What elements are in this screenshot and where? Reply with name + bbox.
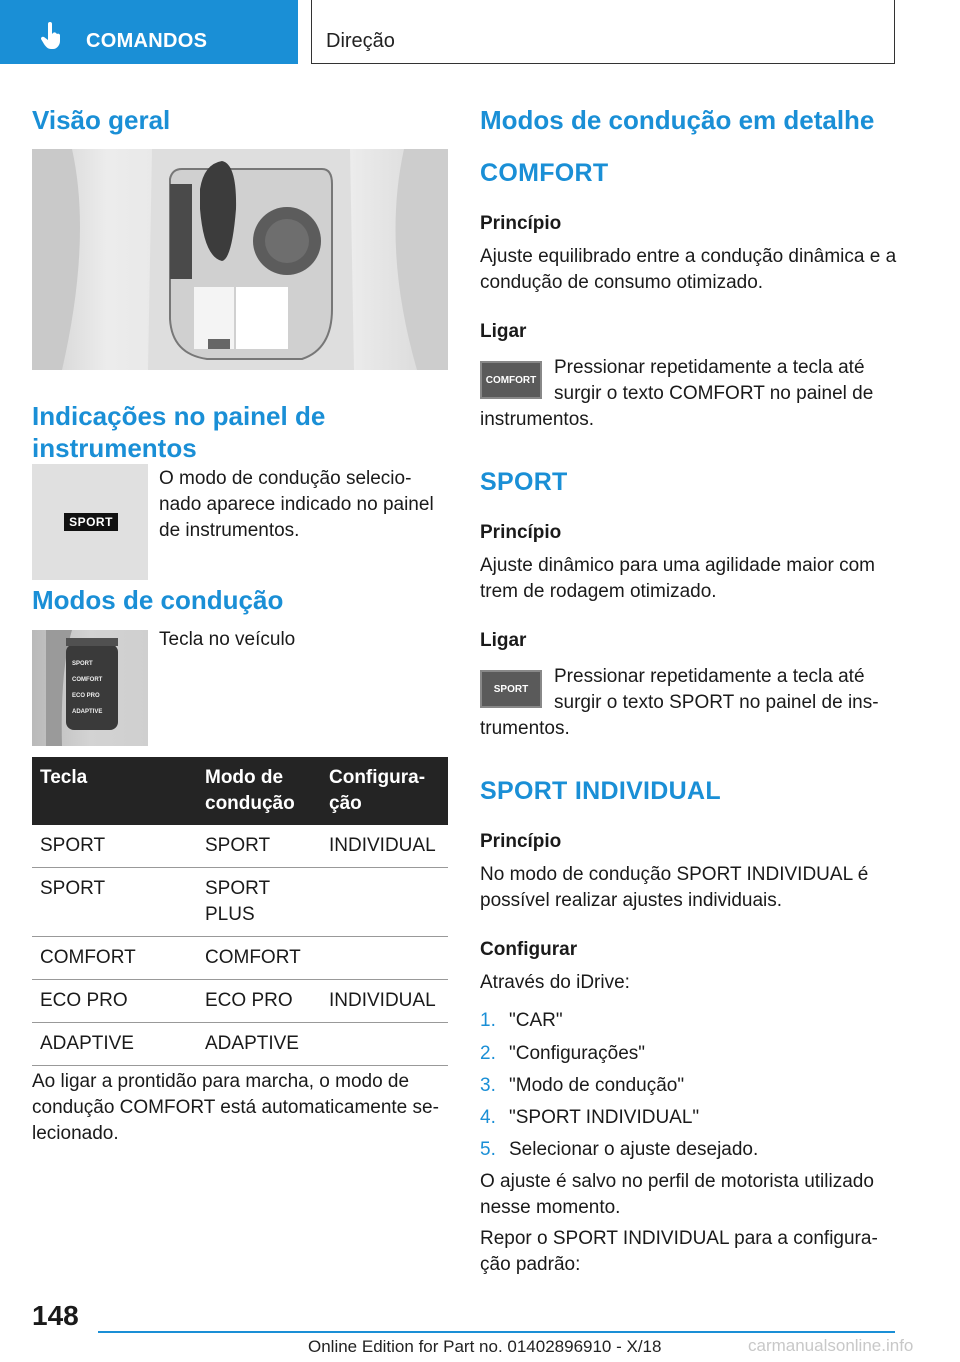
sport-individual-principle-line: possível realizar ajustes individuais.: [480, 890, 783, 911]
chapter-header: [311, 0, 895, 64]
comfort-principle-label: Princípio: [480, 213, 562, 234]
comfort-switch-label: Ligar: [480, 321, 527, 342]
comfort-switch-line: surgir o texto COMFORT no painel de: [554, 383, 874, 404]
sport-principle-line: trem de rodagem otimizado.: [480, 581, 717, 602]
overview-title: Visão geral: [32, 105, 171, 135]
hand-pointer-icon: [40, 22, 64, 50]
closing-line: Ao ligar a prontidão para marcha, o modo de: [32, 1071, 410, 1092]
reset-line: Repor o SPORT INDIVIDUAL para a configura-: [480, 1228, 878, 1249]
table-cell: INDIVIDUAL: [321, 825, 448, 868]
comfort-switch-text-end: instrumentos.: [480, 409, 595, 430]
mode-key-label: ADAPTIVE: [72, 709, 103, 715]
watermark-text: carmanualsonline.info: [748, 1336, 914, 1355]
step-number: 2.: [480, 1043, 496, 1064]
mode-keys-image: [32, 630, 148, 746]
sport-individual-heading: SPORT INDIVIDUAL: [480, 777, 721, 805]
comfort-principle-text: [480, 244, 920, 296]
sport-switch-label: Ligar: [480, 630, 527, 651]
table-header-cell: Configura- ção: [321, 757, 448, 825]
closing-line: lecionado.: [32, 1123, 119, 1144]
table-row: [32, 825, 448, 868]
indications-title-line2: instrumentos: [32, 433, 197, 463]
saved-line: O ajuste é salvo no perfil de motorista utilizado: [480, 1171, 874, 1192]
sport-badge: SPORT: [64, 513, 118, 531]
table-cell: ADAPTIVE: [32, 1023, 197, 1066]
comfort-switch-text: [554, 355, 873, 407]
table-header-row: [32, 757, 448, 825]
mode-key-label: ECO PRO: [72, 693, 100, 699]
table-cell: [321, 868, 448, 937]
table-cell: SPORT PLUS: [197, 868, 321, 937]
comfort-button-image: [480, 361, 542, 399]
mode-key-labels: [72, 656, 116, 720]
indications-title-line1: Indicações no painel de: [32, 401, 326, 431]
sport-switch-text-end: trumentos.: [480, 718, 570, 739]
indications-text-line: O modo de condução selecio-: [159, 468, 412, 489]
table-cell: SPORT: [32, 825, 197, 868]
comfort-principle-line: condução de consumo otimizado.: [480, 272, 764, 293]
sport-indicator-image: [32, 464, 148, 580]
edition-text: Online Edition for Part no. 01402896910 - X/18: [308, 1337, 662, 1356]
table-cell: SPORT: [197, 825, 321, 868]
table-cell: COMFORT: [32, 937, 197, 980]
table-cell: INDIVIDUAL: [321, 980, 448, 1023]
sport-individual-principle-text: [480, 862, 920, 914]
sport-switch-line: Pressionar repetidamente a tecla até: [554, 666, 865, 687]
table-row: [32, 868, 448, 937]
step-number: 4.: [480, 1107, 496, 1128]
mode-key-label: SPORT: [72, 661, 93, 667]
table-row: [32, 1023, 448, 1066]
sport-button-text: SPORT: [493, 684, 529, 695]
closing-paragraph: [32, 1069, 452, 1147]
gear-console-image: [32, 149, 448, 370]
table-cell: ADAPTIVE: [197, 1023, 321, 1066]
step-text: "CAR": [509, 1010, 563, 1031]
closing-line: condução COMFORT está automaticamente se-: [32, 1097, 439, 1118]
step-text: "Configurações": [509, 1043, 646, 1064]
sport-individual-principle-line: No modo de condução SPORT INDIVIDUAL é: [480, 864, 869, 885]
table-header-cell: Tecla: [32, 757, 197, 825]
table-cell: ECO PRO: [197, 980, 321, 1023]
table-header-cell: Modo de condução: [197, 757, 321, 825]
table-cell: COMFORT: [197, 937, 321, 980]
sport-principle-label: Princípio: [480, 522, 562, 543]
reset-note: [480, 1226, 920, 1278]
sport-switch-text: [554, 664, 879, 716]
driving-modes-title: Modos de condução: [32, 585, 284, 615]
sport-principle-line: Ajuste dinâmico para uma agilidade maior com: [480, 555, 875, 576]
page-number: 148: [32, 1300, 79, 1331]
reset-line: ção padrão:: [480, 1254, 581, 1275]
indications-text-line: nado aparece indicado no painel: [159, 494, 434, 515]
chapter-title: Direção: [326, 30, 395, 52]
driving-modes-table: [32, 757, 448, 1066]
step-number: 5.: [480, 1139, 496, 1160]
table-cell: [321, 937, 448, 980]
step-text: "SPORT INDIVIDUAL": [509, 1107, 700, 1128]
comfort-heading: COMFORT: [480, 159, 609, 187]
saved-line: nesse momento.: [480, 1197, 621, 1218]
sport-button-image: [480, 670, 542, 708]
table-cell: SPORT: [32, 868, 197, 937]
indications-title: [32, 400, 448, 464]
configure-label: Configurar: [480, 939, 578, 960]
footer-divider: [98, 1331, 895, 1333]
comfort-principle-line: Ajuste equilibrado entre a condução dinâmica e a: [480, 246, 897, 267]
key-caption: Tecla no veículo: [159, 629, 296, 650]
step-number: 3.: [480, 1075, 496, 1096]
step-text: "Modo de condução": [509, 1075, 685, 1096]
sport-heading: SPORT: [480, 468, 568, 496]
detail-title: Modos de condução em detalhe: [480, 105, 875, 135]
sport-principle-text: [480, 553, 920, 605]
section-tab[interactable]: [0, 0, 298, 64]
table-row: [32, 980, 448, 1023]
indications-text: [159, 466, 434, 544]
table-cell: [321, 1023, 448, 1066]
table-row: [32, 937, 448, 980]
table-cell: ECO PRO: [32, 980, 197, 1023]
mode-key-label: COMFORT: [72, 677, 103, 683]
idrive-intro: Através do iDrive:: [480, 972, 630, 993]
step-text: Selecionar o ajuste desejado.: [509, 1139, 759, 1160]
console-illustration: [32, 149, 448, 370]
saved-note: [480, 1169, 920, 1221]
section-tab-label: COMANDOS: [86, 30, 208, 52]
sport-switch-line: surgir o texto SPORT no painel de ins-: [554, 692, 879, 713]
comfort-switch-line: Pressionar repetidamente a tecla até: [554, 357, 865, 378]
indications-text-line: de instrumentos.: [159, 520, 300, 541]
step-number: 1.: [480, 1010, 496, 1031]
sport-individual-principle-label: Princípio: [480, 831, 562, 852]
comfort-button-text: COMFORT: [485, 375, 537, 386]
